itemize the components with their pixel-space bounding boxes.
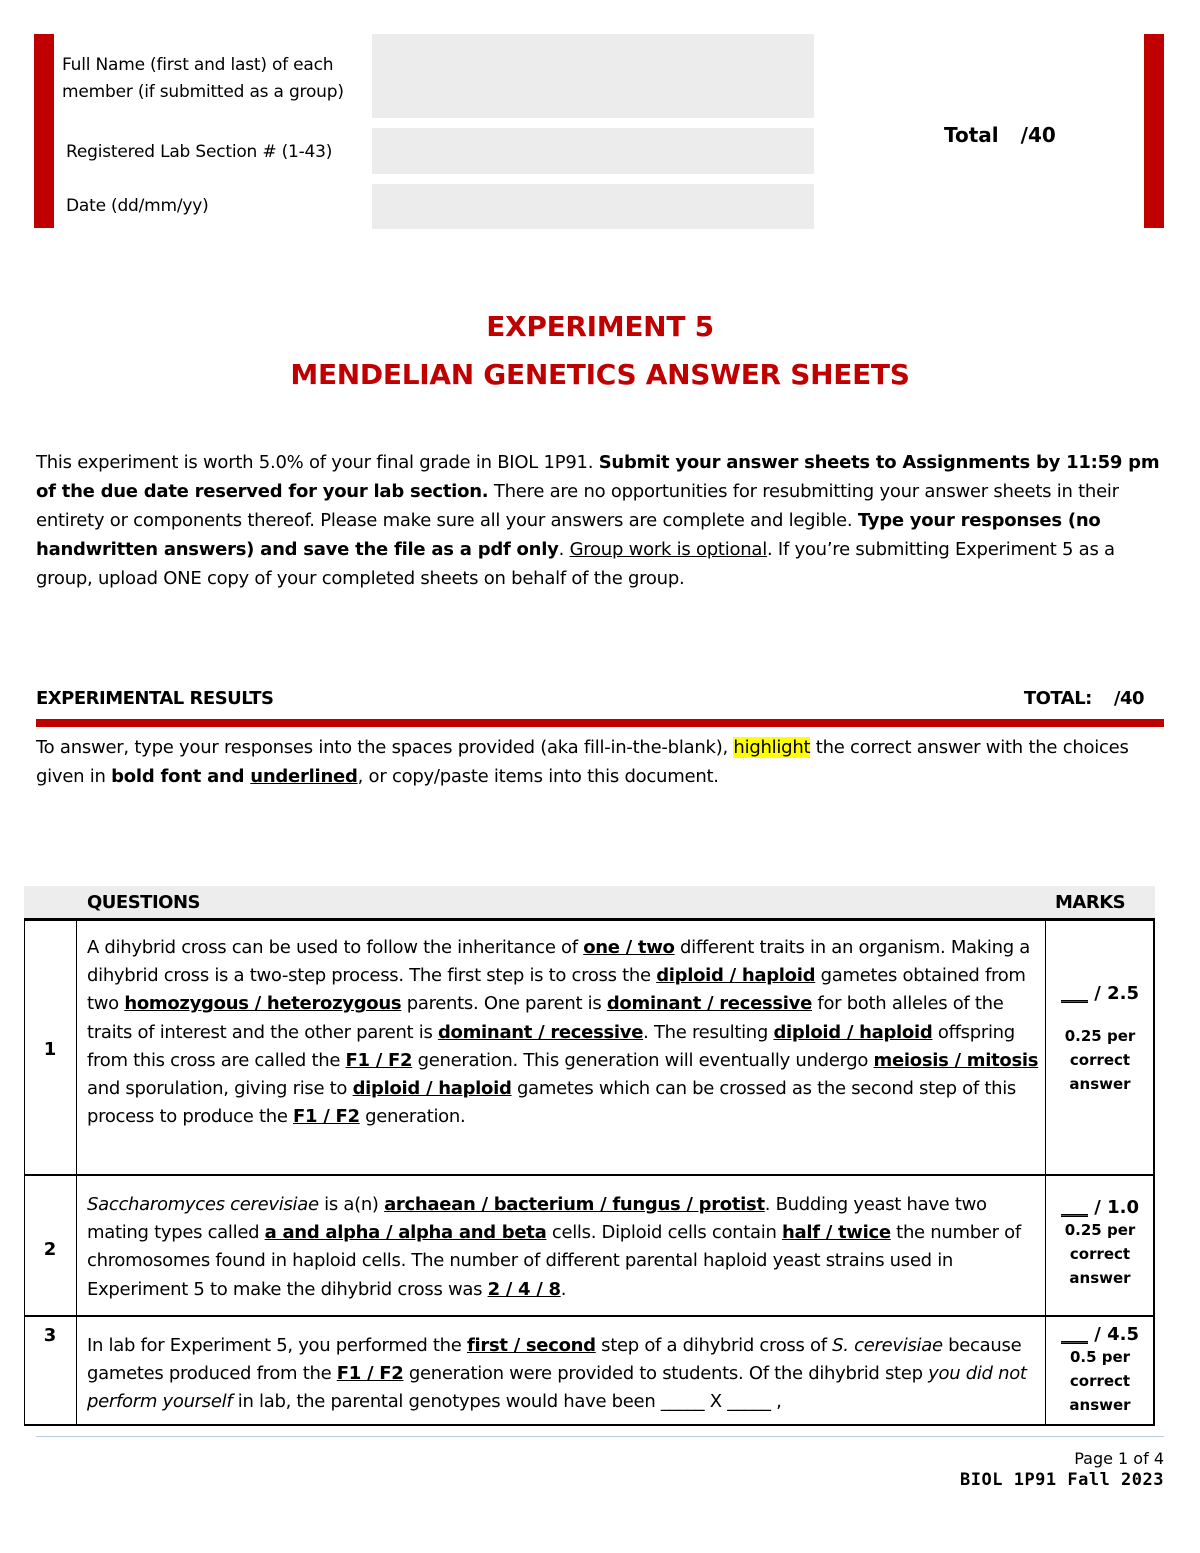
mark-note: correct — [1069, 1245, 1131, 1263]
mark-note: 0.25 per — [1064, 1027, 1136, 1045]
score: ___ / 1.0 — [1061, 1197, 1139, 1218]
questions-table — [24, 918, 1155, 1426]
name-field[interactable] — [372, 34, 814, 118]
question-2-text: Saccharomyces cerevisiae is a(n) archaean / bacterium / fungus / protist. Budding yeast have two mating types called a and alpha / alpha and beta cells. Diploid cells contain half / twice the number of chromosomes found in haploid cells. The number of different parental haploid yeast strains used in Experiment 5 to make the dihybrid cross was 2 / 4 / 8. — [87, 1194, 1021, 1300]
mark-note: 0.5 per — [1069, 1348, 1131, 1366]
score: ___ / 2.5 — [1061, 983, 1139, 1004]
footer-divider — [36, 1436, 1164, 1437]
choice[interactable]: F1 / F2 — [336, 1363, 404, 1385]
results-total: TOTAL: /40 — [1023, 688, 1144, 709]
intro-paragraph: This experiment is worth 5.0% of your final grade in BIOL 1P91. Submit your answer sheets to Assignments by 11:59 pm of the due date reserved for your lab section. There are no opportunities for resubmitting your answer sheets in their entirety or components thereof. Please make sure all your answers are complete and legible. Type your responses (no handwritten answers) and save the file as a pdf only. Group work is optional. If you’re submitting Experiment 5 as a group, upload ONE copy of your completed sheets on behalf of the group. — [36, 452, 1160, 589]
section-label: Registered Lab Section # (1-43) — [66, 142, 333, 162]
table-header — [24, 886, 1155, 918]
mark-note: answer — [1069, 1269, 1131, 1287]
choice[interactable]: homozygous / heterozygous — [124, 993, 402, 1015]
score-blank[interactable]: ___ — [1061, 1324, 1088, 1345]
mark-note: correct — [1069, 1051, 1131, 1069]
choice[interactable]: diploid / haploid — [656, 965, 816, 987]
results-heading-label: EXPERIMENTAL RESULTS — [36, 688, 274, 709]
question-number: 1 — [43, 1039, 57, 1060]
question-3-text: In lab for Experiment 5, you performed the first / second step of a dihybrid cross of S. cerevisiae because gametes produced from the F1 / F2 generation were provided to students. Of the dihybrid step you did not perform yourself in lab, the parental genotypes would have been _____ X _____ , — [87, 1335, 1027, 1413]
choice[interactable]: diploid / haploid — [352, 1078, 512, 1100]
experiment-title: EXPERIMENT 5 — [486, 310, 714, 343]
score: ___ / 4.5 — [1061, 1324, 1139, 1345]
question-1-marks — [1047, 983, 1153, 1096]
choice[interactable]: dominant / recessive — [437, 1021, 644, 1043]
questions-column-header: QUESTIONS — [87, 892, 200, 913]
choice[interactable]: F1 / F2 — [293, 1106, 360, 1128]
mark-note: 0.25 per — [1064, 1221, 1136, 1239]
choice[interactable]: a and alpha / alpha and beta — [264, 1222, 547, 1244]
header-right-accent-bar — [1144, 34, 1164, 228]
name-label — [62, 52, 344, 106]
choice[interactable]: one / two — [583, 937, 675, 958]
question-1-text: A dihybrid cross can be used to follow the inheritance of one / two different traits in an organism. Making a dihybrid cross is a two-step process. The first step is to cross the diploid / haploid gametes obtained from two homozygous / heterozygous parents. One parent is dominant / recessive for both alleles of the traits of interest and the other parent is dominant / recessive. The resulting diploid / haploid offspring from this cross are called the F1 / F2 generation. This generation will eventually undergo meiosis / mitosis and sporulation, giving rise to diploid / haploid gametes which can be crossed as the second step of this process to produce the F1 / F2 generation. — [87, 937, 1039, 1128]
score-blank[interactable]: ___ — [1061, 983, 1088, 1004]
score-blank[interactable]: ___ — [1061, 1197, 1088, 1218]
question-number: 3 — [43, 1325, 57, 1346]
document-title: MENDELIAN GENETICS ANSWER SHEETS — [290, 358, 910, 391]
experimental-results-heading — [36, 688, 1144, 709]
choice[interactable]: 2 / 4 / 8 — [487, 1278, 561, 1300]
choice[interactable]: diploid / haploid — [773, 1021, 933, 1043]
name-label-line2: member (if submitted as a group) — [62, 82, 344, 102]
header-total-label: Total — [944, 123, 999, 147]
course-footer: BIOL 1P91 Fall 2023 — [960, 1470, 1164, 1490]
header-total-value: /40 — [1020, 123, 1056, 147]
instructions-paragraph: To answer, type your responses into the spaces provided (aka fill-in-the-blank), highlight the correct answer with the choices given in bold font and underlined, or copy/paste items into this document. — [36, 737, 1129, 787]
header-left-accent-bar — [34, 34, 54, 228]
date-label: Date (dd/mm/yy) — [66, 196, 209, 216]
question-3-marks — [1047, 1324, 1153, 1417]
choice[interactable]: archaean / bacterium / fungus / protist — [384, 1194, 765, 1215]
mark-note: answer — [1069, 1075, 1131, 1093]
section-field[interactable] — [372, 128, 814, 174]
header-total — [944, 123, 1056, 147]
mark-note: correct — [1069, 1372, 1131, 1390]
date-field[interactable] — [372, 184, 814, 229]
choice[interactable]: half / twice — [782, 1222, 891, 1244]
question-2-marks — [1047, 1197, 1153, 1290]
page-number: Page 1 of 4 — [1074, 1449, 1164, 1468]
mark-note: answer — [1069, 1396, 1131, 1414]
choice[interactable]: F1 / F2 — [345, 1049, 413, 1071]
choice[interactable]: dominant / recessive — [606, 993, 813, 1015]
choice[interactable]: first / second — [466, 1335, 596, 1356]
marks-column-header: MARKS — [1055, 892, 1126, 913]
results-divider — [36, 719, 1164, 727]
name-label-line1: Full Name (first and last) of each — [62, 55, 334, 75]
choice[interactable]: meiosis / mitosis — [873, 1049, 1039, 1071]
question-number: 2 — [43, 1239, 57, 1260]
